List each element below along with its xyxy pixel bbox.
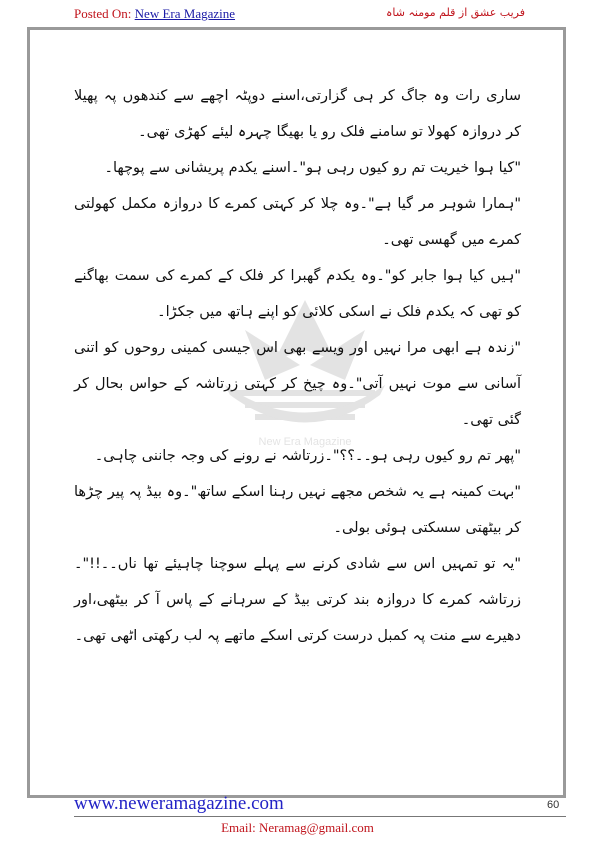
website-link[interactable]: www.neweramagazine.com xyxy=(74,793,284,814)
posted-on-label xyxy=(74,6,235,22)
story-text xyxy=(74,78,521,654)
paragraph: "کیا ہوا خیریت تم رو کیوں رہی ہو"۔اسنے یکدم پریشانی سے پوچھا۔ xyxy=(104,160,521,176)
paragraph: "یہ تو تمہیں اس سے شادی کرنے سے پہلے سوچنا چاہیئے تھا ناں۔۔!!"۔زرتاشہ کمرے کا دروازہ بند کرتی بیڈ کے سرہانے کے پاس آ کر بیٹھی،اور دھیرے سے منت پہ کمبل درست کرتی اسکے ماتھے پہ لب رکھتی اٹھی تھی۔ xyxy=(74,556,521,644)
paragraph: ساری رات وہ جاگ کر ہی گزارتی،اسنے دوپٹہ اچھے سے کندھوں پہ پھیلا کر دروازہ کھولا تو سامنے فلک رو یا بھیگا چہرہ لیئے کھڑی تھی۔ xyxy=(74,88,521,140)
paragraph: "ہمارا شوہر مر گیا ہے"۔وہ چلا کر کہتی کمرے کا دروازہ مکمل کھولتی کمرے میں گھسی تھی۔ xyxy=(74,196,521,248)
posted-label-text: Posted On: xyxy=(74,6,132,21)
page-header xyxy=(0,4,595,24)
footer-divider xyxy=(74,816,566,817)
paragraph: "پھر تم رو کیوں رہی ہو۔۔؟؟"۔زرتاشہ نے رونے کی وجہ جاننی چاہی۔ xyxy=(94,448,521,464)
paragraph: "ہیں کیا ہوا جابر کو"۔وہ یکدم گھبرا کر فلک کے کمرے کی سمت بھاگنے کو تھی کہ یکدم فلک نے اسکی کلائی کو اپنے ہاتھ میں جکڑا۔ xyxy=(74,268,521,320)
magazine-link[interactable]: New Era Magazine xyxy=(134,6,236,21)
page-number: 60 xyxy=(547,799,560,811)
paragraph: "بہت کمینہ ہے یہ شخص مجھے نہیں رہنا اسکے ساتھ"۔وہ بیڈ پہ پیر چڑھا کر بیٹھتی سسکتی ہوئی بولی۔ xyxy=(74,484,521,536)
svg-text:New Era Magazine: New Era Magazine xyxy=(258,436,352,448)
novel-title: فریب عشق از قلم مومنہ شاہ xyxy=(385,6,525,19)
contact-email: Email: Neramag@gmail.com xyxy=(221,820,374,835)
paragraph: "زندہ ہے ابھی مرا نہیں اور ویسے بھی اس جیسی کمینی روحوں کو اتنی آسانی سے موت نہیں آتی"۔وہ چیخ کر کہتی زرتاشہ کے حواس بحال کر گئی تھی۔ xyxy=(74,340,521,428)
